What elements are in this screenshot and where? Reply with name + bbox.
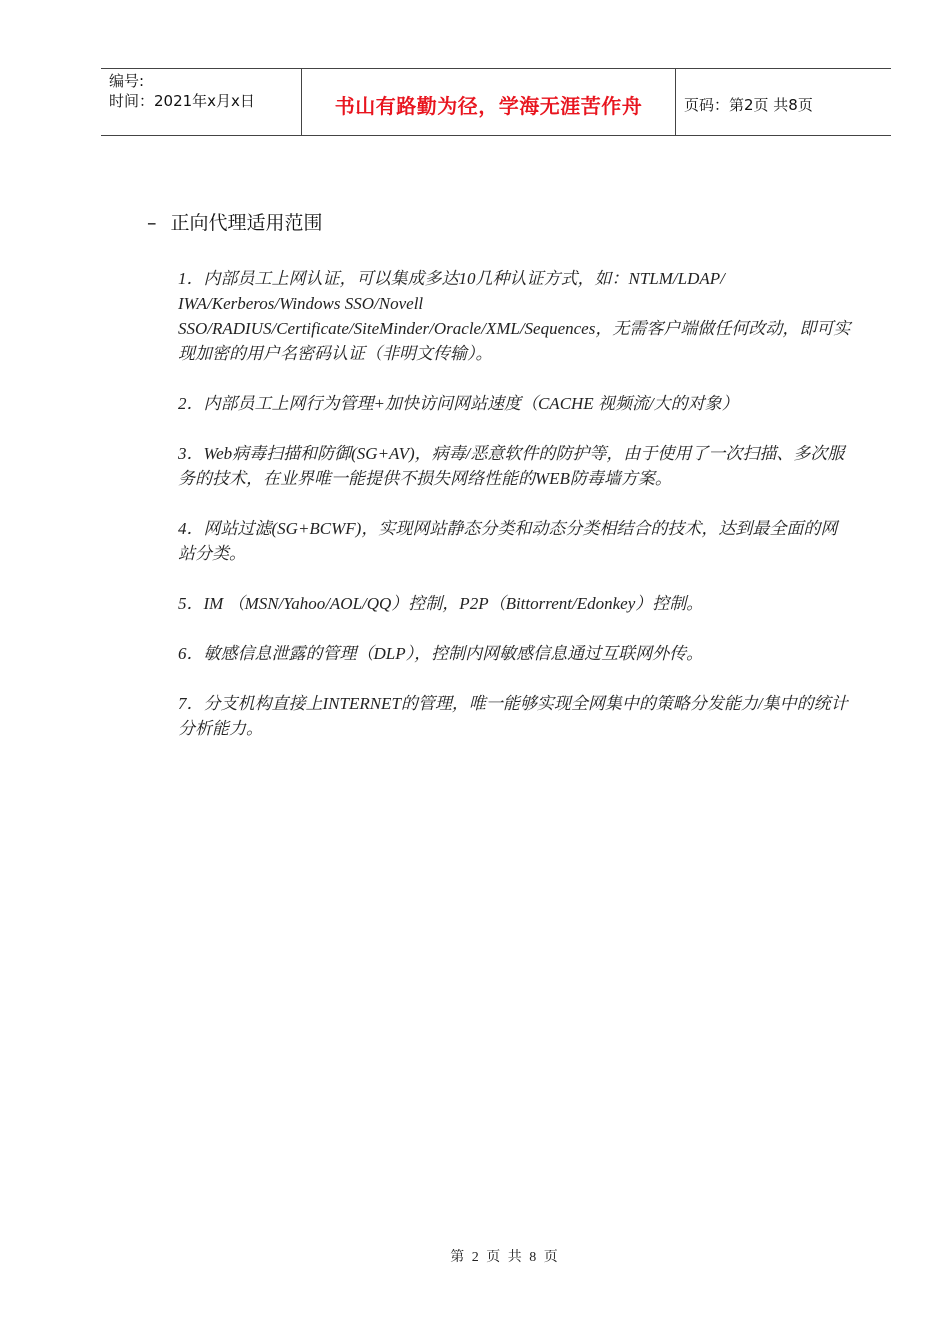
list-item: 2．内部员工上网行为管理+加快访问网站速度（CACHE 视频流/大的对象） — [178, 394, 739, 413]
time-label: 时间：2021年x月x日 — [109, 92, 255, 110]
list-item: 6．敏感信息泄露的管理（DLP），控制内网敏感信息通过互联网外传。 — [178, 644, 704, 663]
page-footer: 第 2 页 共 8 页 — [450, 1250, 560, 1265]
header-meta — [101, 69, 302, 135]
heading-text: 正向代理适用范围 — [170, 212, 323, 234]
list-item: 3．Web病毒扫描和防御(SG+AV)，病毒/恶意软件的防护等，由于使用了一次扫描、多次服务的技术，在业界唯一能提供不损失网络性能的WEB防毒墙方案。 — [178, 444, 845, 488]
list-item: 4．网站过滤(SG+BCWF)，实现网站静态分类和动态分类相结合的技术，达到最全面的网站分类。 — [178, 519, 838, 563]
list-item: 7．分支机构直接上INTERNET的管理，唯一能够实现全网集中的策略分发能力/集中的统计分析能力。 — [178, 694, 848, 738]
page-header — [101, 68, 891, 136]
list-item: 1．内部员工上网认证，可以集成多达10几种认证方式，如：NTLM/LDAP/ IWA/Kerberos/Windows SSO/Novell SSO/RADIUS/Certificate/SiteMinder/Oracle/XML/Sequences，无需客户端做任何改动，即可实现加密的用户名密码认证（非明文传输）。 — [178, 269, 851, 363]
heading-dash: – — [147, 212, 157, 234]
list-item: 5．IM （MSN/Yahoo/AOL/QQ）控制，P2P（Bittorrent/Edonkey）控制。 — [178, 594, 704, 613]
header-motto: 书山有路勤为径，学海无涯苦作舟 — [302, 69, 676, 135]
number-label: 编号: — [109, 72, 145, 90]
header-page-info: 页码：第2页 共8页 — [684, 95, 813, 114]
item-list — [178, 266, 854, 766]
section-heading — [147, 208, 323, 235]
